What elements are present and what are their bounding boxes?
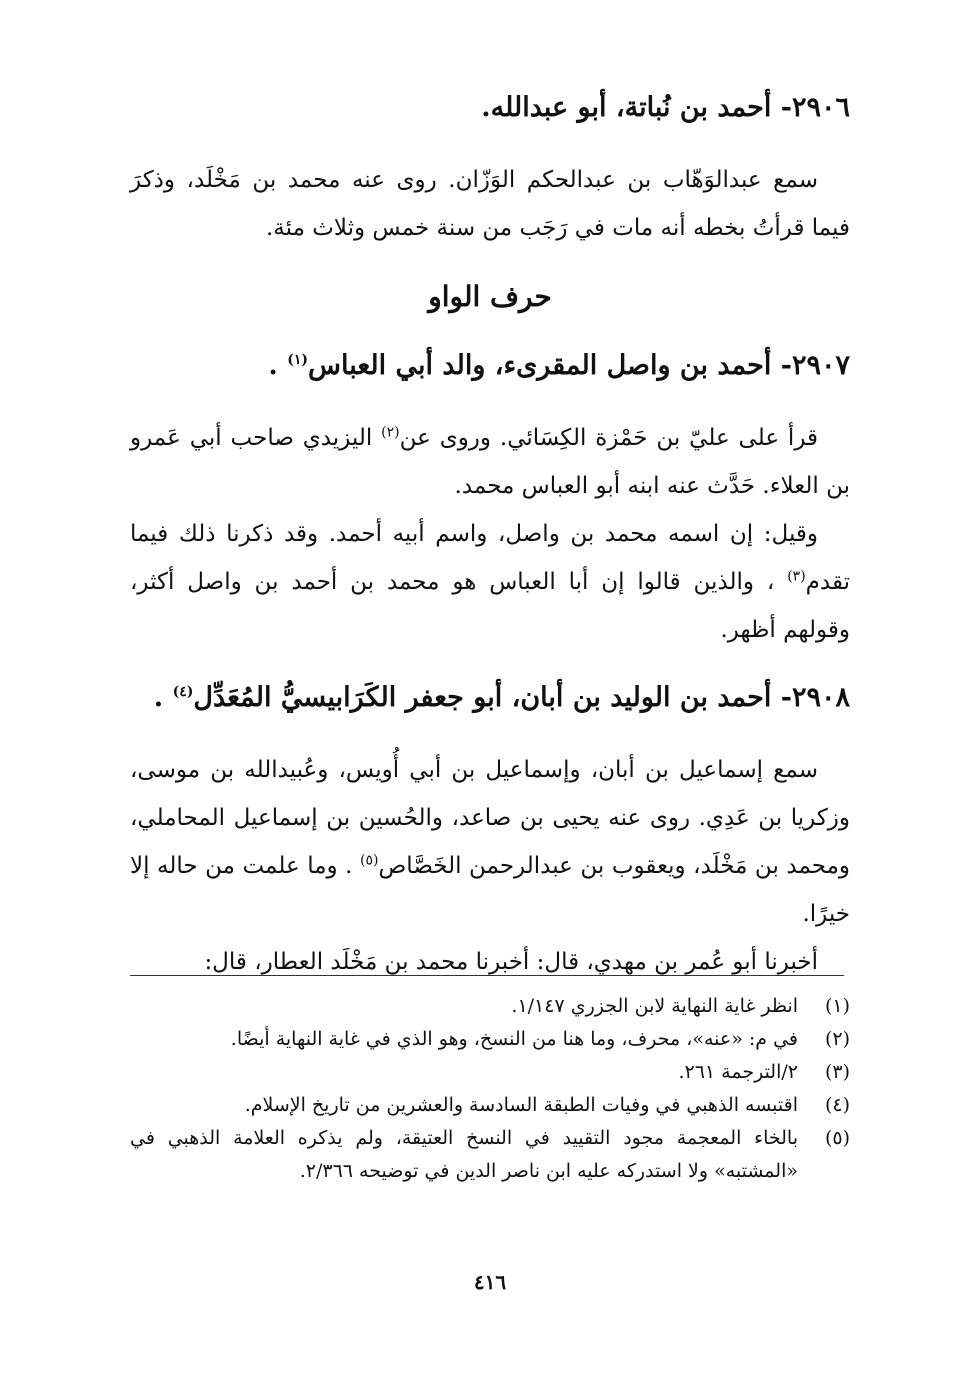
footnote-ref[interactable]: (٥) [360, 852, 379, 869]
section-title: حرف الواو [428, 280, 552, 313]
entry-title: أحمد بن واصل المقرىء، والد أبي العباس [308, 350, 772, 381]
entry-title: أحمد بن الوليد بن أبان، أبو جعفر الكَرَابيسيُّ المُعَدِّل [193, 682, 772, 713]
entry-number: ٢٩٠٧- [780, 350, 850, 381]
footnote-ref[interactable]: (٢) [381, 424, 400, 441]
text-segment: سمع إسماعيل بن أبان، وإسماعيل بن أبي أُويس، وعُبيدالله بن موسى، وزكريا بن عَدِي. روى عنه يحيى بن صاعد، والحُسين بن إسماعيل المحاملي، ومحمد بن مَخْلَد، ويعقوب بن عبدالرحمن الخَصَّاص [130, 757, 851, 879]
text-segment: وقيل: إن اسمه محمد بن واصل، واسم أبيه أحمد. وقد ذكرنا ذلك فيما تقدم [130, 521, 851, 595]
footnote-ref[interactable]: (١) [287, 352, 309, 368]
footnote-item [130, 1056, 850, 1089]
footnote-number: (٢) [824, 1028, 850, 1050]
entry-title-tail: . [153, 682, 164, 713]
text-segment: . وما علمت من حاله إلا خيرًا. [130, 853, 850, 927]
text-segment: قرأ على عليّ بن حَمْزة الكِسَائي. وروى عن [399, 425, 819, 451]
entry-paragraph [130, 510, 850, 654]
footnote-text: اقتبسه الذهبي في وفيات الطبقة السادسة والعشرين من تاريخ الإسلام. [244, 1094, 798, 1116]
footnote-divider [130, 975, 844, 976]
footnote-number: (٥) [824, 1127, 850, 1149]
footnote-text: ٢/الترجمة ٢٦١. [678, 1061, 798, 1083]
footnote-text: انظر غاية النهاية لابن الجزري ١/١٤٧. [511, 995, 798, 1017]
page-number: ٤١٦ [473, 1270, 507, 1294]
entry-heading-2906 [130, 86, 850, 130]
entry-paragraph [130, 414, 850, 510]
footnote-item [130, 1089, 850, 1122]
entry-number: ٢٩٠٨- [780, 682, 850, 713]
footnote-item [130, 990, 850, 1023]
entry-heading-2908 [130, 676, 850, 720]
footnote-item [130, 1122, 850, 1188]
entry-paragraph: سمع عبدالوَهّاب بن عبدالحكم الوَزّان. روى عنه محمد بن مَخْلَد، وذكرَ فيما قرأتُ بخطه أنه مات في رَجَب من سنة خمس وثلاث مئة. [130, 167, 850, 241]
footnotes [130, 990, 850, 1188]
entry-number: ٢٩٠٦- [780, 92, 850, 123]
footnote-number: (٣) [824, 1061, 850, 1083]
entry-paragraph [130, 746, 850, 938]
entry-paragraph: أخبرنا أبو عُمر بن مهدي، قال: أخبرنا محمد بن مَخْلَد العطار، قال: [204, 949, 818, 975]
footnote-text: في م: «عنه»، محرف، وما هنا من النسخ، وهو الذي في غاية النهاية أيضًا. [230, 1028, 798, 1050]
main-text [130, 86, 850, 986]
footnote-item [130, 1023, 850, 1056]
footnote-number: (٤) [824, 1094, 850, 1116]
entry-heading-2907 [130, 344, 850, 388]
text-segment: ، والذين قالوا إن أبا العباس هو محمد بن أحمد بن واصل أكثر، وقولهم أظهر. [130, 569, 850, 643]
footnote-ref[interactable]: (٣) [787, 568, 806, 585]
text-segment: اليزيدي صاحب أبي عَمرو بن العلاء. حَدَّث عنه ابنه أبو العباس محمد. [130, 425, 850, 499]
footnote-number: (١) [824, 995, 850, 1017]
footnote-ref[interactable]: (٤) [172, 684, 194, 700]
entry-title: أحمد بن نُباتة، أبو عبدالله. [481, 92, 772, 123]
entry-title-tail: . [268, 350, 278, 381]
footnote-text: بالخاء المعجمة مجود التقييد في النسخ العتيقة، ولم يذكره العلامة الذهبي في «المشتبه» ولا استدركه عليه ابن ناصر الدين في توضيحه ٢/٣٦٦. [130, 1127, 798, 1182]
